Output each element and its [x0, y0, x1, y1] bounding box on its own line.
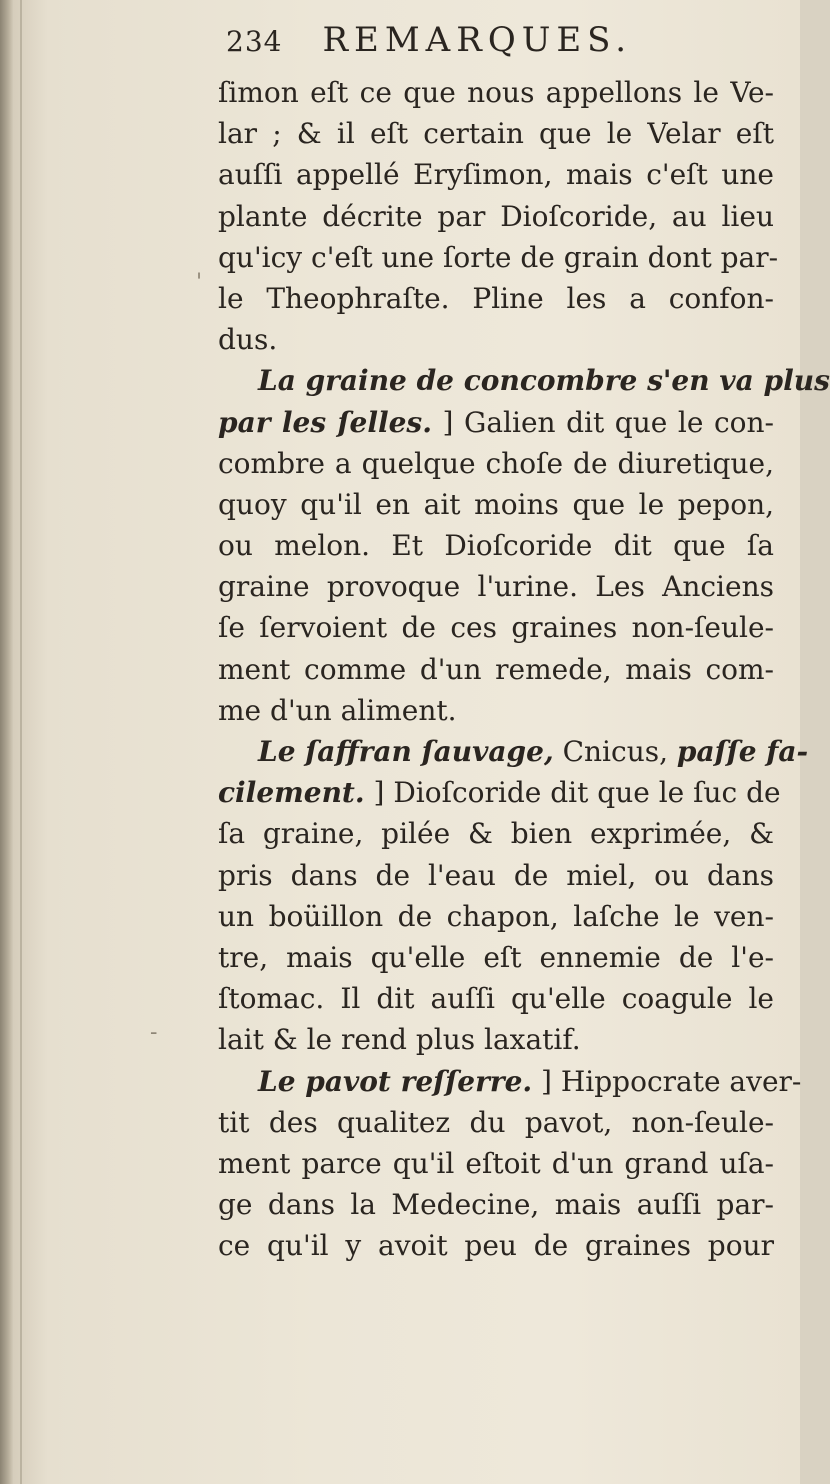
text-line: ſe ſervoient de ces graines non-ſeule- — [218, 611, 774, 645]
section-heading-line: Le pavot reſſerre. ] Hippocrate aver- — [258, 1064, 802, 1098]
text-line: tit des qualitez du pavot, non-ſeule- — [218, 1105, 774, 1139]
text-line: quoy qu'il en ait moins que le pepon, — [218, 487, 774, 521]
italic-lemma: paſſe fa- — [676, 735, 809, 768]
italic-lemma: Le ſaffran ſauvage, — [258, 735, 554, 768]
text-line: un boüillon de chapon, laſche le ven- — [218, 899, 774, 933]
text-line: ſa graine, pilée & bien exprimée, & — [218, 817, 774, 851]
gutter-line — [20, 0, 22, 1484]
text-line: ge dans la Medecine, mais auſſi par- — [218, 1188, 774, 1222]
text-line: plante décrite par Dioſcoride, au lieu — [218, 199, 774, 233]
book-gutter — [0, 0, 14, 1484]
body-text — [218, 72, 830, 1266]
text-line: par les ſelles. ] Galien dit que le con- — [218, 405, 774, 439]
italic-lemma: cilement. — [218, 776, 365, 810]
text-line: combre a quelque choſe de diuretique, — [218, 446, 774, 480]
text-line: graine provoque l'urine. Les Anciens — [218, 570, 774, 604]
text-line: tre, mais qu'elle eſt ennemie de l'e- — [218, 940, 774, 974]
text-line: qu'icy c'eſt une ſorte de grain dont par- — [218, 240, 779, 274]
page-number: 234 — [226, 25, 283, 58]
text-line: dus. — [218, 323, 278, 357]
text-line: ment parce qu'il eſtoit d'un grand uſa- — [218, 1146, 774, 1180]
section-heading-line: Le ſaffran ſauvage, Cnicus, paſſe fa- — [258, 735, 809, 768]
text-line: le Theophraſte. Pline les a confon- — [218, 281, 774, 315]
italic-lemma: Le pavot reſſerre. — [258, 1064, 533, 1098]
text-line: ce qu'il y avoit peu de graines pour — [218, 1229, 774, 1263]
text-line: me d'un aliment. — [218, 693, 457, 727]
italic-lemma: par les ſelles. — [218, 405, 432, 439]
text-line: ou melon. Et Dioſcoride dit que ſa — [218, 529, 774, 563]
text-block — [218, 20, 830, 1266]
text-line: lar ; & il eſt certain que le Velar eſt — [218, 117, 774, 151]
italic-lemma: La graine de concombre s'en va plus — [258, 364, 830, 398]
text-line: ment comme d'un remede, mais com- — [218, 652, 774, 686]
text-line: lait & le rend plus laxatif. — [218, 1023, 581, 1057]
text-line: ſimon eſt ce que nous appellons le Ve- — [218, 76, 774, 109]
page-header — [218, 20, 778, 72]
margin-tick: ' — [196, 270, 203, 295]
text-line: ſtomac. Il dit auſſi qu'elle coagule le — [218, 982, 774, 1016]
text-line: pris dans de l'eau de miel, ou dans — [218, 858, 774, 892]
text-line: auſſi appellé Eryſimon, mais c'eſt une — [218, 158, 774, 192]
text-line: cilement. ] Dioſcoride dit que le ſuc de — [218, 776, 781, 810]
margin-tick: - — [150, 1020, 158, 1045]
running-head: REMARQUES. — [322, 20, 633, 60]
section-heading-line — [218, 360, 830, 401]
